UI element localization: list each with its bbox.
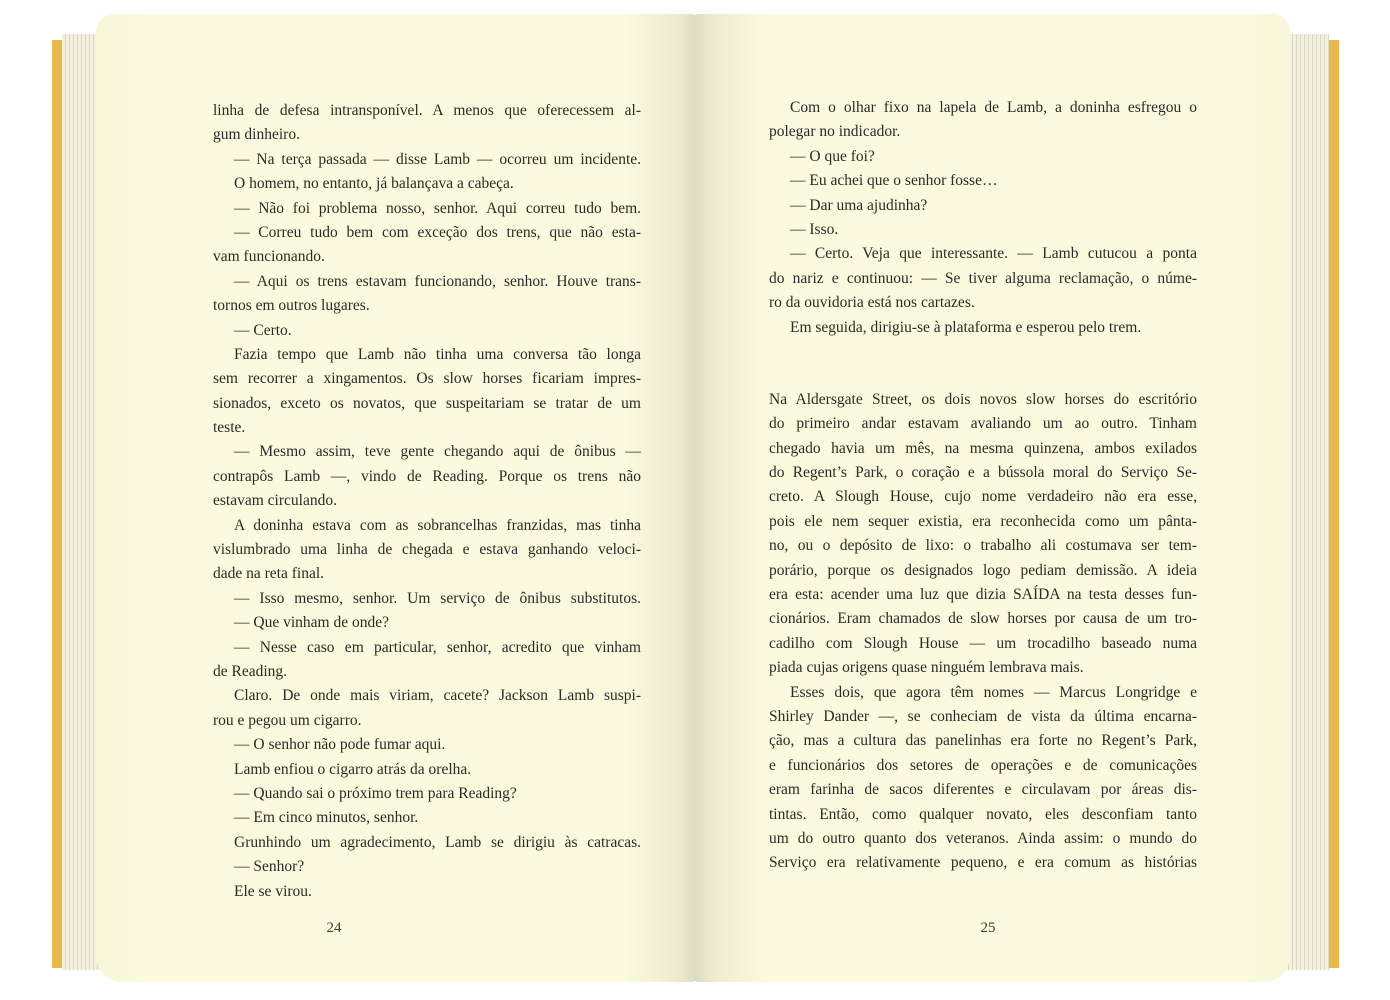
right-page-body <box>769 96 1197 876</box>
text-line: do nariz e continuou: — Se tiver alguma reclamação, o núme- <box>769 269 1197 287</box>
text-line: Ele se virou. <box>234 882 312 900</box>
text-line: e funcionários dos setores de operações e de comunicações <box>769 756 1197 774</box>
text-line: A doninha estava com as sobrancelhas franzidas, mas tinha <box>234 516 641 534</box>
text-line: O homem, no entanto, já balançava a cabeça. <box>234 175 514 193</box>
text-line: tornos em outros lugares. <box>213 297 370 315</box>
text-line: Lamb enfiou o cigarro atrás da orelha. <box>234 760 472 778</box>
text-line: Com o olhar fixo na lapela de Lamb, a doninha esfregou o <box>790 99 1197 116</box>
text-line: creto. A Slough House, cujo nome verdadeiro não era esse, <box>769 488 1197 506</box>
text-line: Fazia tempo que Lamb não tinha uma conversa tão longa <box>234 345 641 363</box>
scene-two-opening <box>769 388 1197 876</box>
text-line: ção, mas a cultura das panelinhas era forte no Regent’s Park, <box>769 732 1197 750</box>
text-line: — Na terça passada — disse Lamb — ocorreu um incidente. <box>234 150 641 168</box>
text-line: teste. <box>213 419 246 437</box>
text-line: vislumbrado uma linha de chegada e estava ganhando veloci- <box>213 541 641 559</box>
text-line: cadilho com Slough House — um trocadilho baseado numa <box>769 634 1197 652</box>
right-page <box>694 14 1290 982</box>
text-line: eram farinha de sacos diferentes e circulavam por áreas dis- <box>769 781 1197 799</box>
text-line: — Não foi problema nosso, senhor. Aqui correu tudo bem. <box>234 199 641 217</box>
text-line: piada cujas origens quase ninguém lembrava mais. <box>769 659 1084 677</box>
text-line: — Certo. <box>234 321 292 339</box>
text-line: linha de defesa intransponível. A menos que oferecessem al- <box>213 102 641 119</box>
text-line: — Em cinco minutos, senhor. <box>234 809 419 827</box>
text-line: polegar no indicador. <box>769 123 901 141</box>
left-page <box>96 14 696 982</box>
text-line: — O que foi? <box>790 147 875 165</box>
text-line: — Senhor? <box>234 858 305 876</box>
right-page-number: 25 <box>980 920 996 936</box>
text-line: Na Aldersgate Street, os dois novos slow horses do escritório <box>769 390 1197 408</box>
text-line: no, ou o depósito de lixo: o trabalho ali costumava ser tem- <box>769 537 1197 555</box>
text-line: — Quando sai o próximo trem para Reading? <box>234 784 517 802</box>
text-line: Shirley Dander —, se conheciam de vista da última encarna- <box>769 707 1197 725</box>
text-line: — Isso. <box>790 220 839 238</box>
text-line: Grunhindo um agradecimento, Lamb se dirigiu às catracas. <box>234 833 641 851</box>
left-page-number: 24 <box>326 920 342 936</box>
text-line: — Certo. Veja que interessante. — Lamb cutucou a ponta <box>790 245 1197 263</box>
text-line: tintas. Então, como qualquer novato, eles desconfiam tanto <box>769 805 1197 823</box>
text-line: — Eu achei que o senhor fosse… <box>790 172 998 190</box>
text-line: — Que vinham de onde? <box>234 614 389 632</box>
text-line: — Isso mesmo, senhor. Um serviço de ônibus substitutos. <box>234 589 641 607</box>
text-line: ro da ouvidoria está nos cartazes. <box>769 294 975 312</box>
text-line: chegado havia um mês, na mesma quinzena, ambos exilados <box>769 439 1197 457</box>
text-line: sionados, exceto os novatos, que suspeitariam se tratar de um <box>213 394 641 412</box>
left-page-body <box>213 99 641 904</box>
text-line: do primeiro andar estavam avaliando um ao outro. Tinham <box>769 415 1197 433</box>
left-cover-edge <box>52 40 62 968</box>
text-line: — Aqui os trens estavam funcionando, senhor. Houve trans- <box>234 272 641 290</box>
text-line: gum dinheiro. <box>213 126 300 144</box>
text-line: estavam circulando. <box>213 492 337 510</box>
text-line: cionários. Eram chamados de slow horses por causa de um tro- <box>769 610 1197 628</box>
text-line: — Dar uma ajudinha? <box>790 196 928 214</box>
text-line: de Reading. <box>213 662 288 680</box>
text-line: era esta: acender uma luz que dizia SAÍDA na testa desses fun- <box>769 586 1197 604</box>
text-line: contrapôs Lamb —, vindo de Reading. Porque os trens não <box>213 467 641 485</box>
text-line: um do outro quanto dos veteranos. Ainda assim: o mundo do <box>769 829 1197 847</box>
text-line: — Correu tudo bem com exceção dos trens, que não esta- <box>234 223 641 241</box>
text-line: sem recorrer a xingamentos. Os slow horses ficariam impres- <box>213 370 641 388</box>
text-line: — O senhor não pode fumar aqui. <box>234 736 446 754</box>
right-cover-edge <box>1329 40 1339 968</box>
text-line: Em seguida, dirigiu-se à plataforma e esperou pelo trem. <box>790 318 1142 336</box>
text-line: vam funcionando. <box>213 248 325 266</box>
text-line: dade na reta final. <box>213 565 325 583</box>
section-break <box>769 340 1197 388</box>
text-line: — Mesmo assim, teve gente chegando aqui de ônibus — <box>234 443 641 461</box>
text-line: Claro. De onde mais viriam, cacete? Jackson Lamb suspi- <box>234 687 641 705</box>
scene-one-ending <box>769 96 1197 340</box>
text-line: pois ele nem sequer existia, era reconhecida como um pânta- <box>769 512 1197 530</box>
text-line: porário, porque os designados logo pediam demissão. A ideia <box>769 561 1197 579</box>
text-line: do Regent’s Park, o coração e a bússola moral do Serviço Se- <box>769 464 1197 482</box>
text-line: Esses dois, que agora têm nomes — Marcus Longridge e <box>790 683 1197 701</box>
text-line: Serviço era relativamente pequeno, e era comum as histórias <box>769 854 1197 872</box>
text-line: — Nesse caso em particular, senhor, acredito que vinham <box>234 638 641 656</box>
text-line: rou e pegou um cigarro. <box>213 711 362 729</box>
right-page-stack <box>1285 34 1329 970</box>
